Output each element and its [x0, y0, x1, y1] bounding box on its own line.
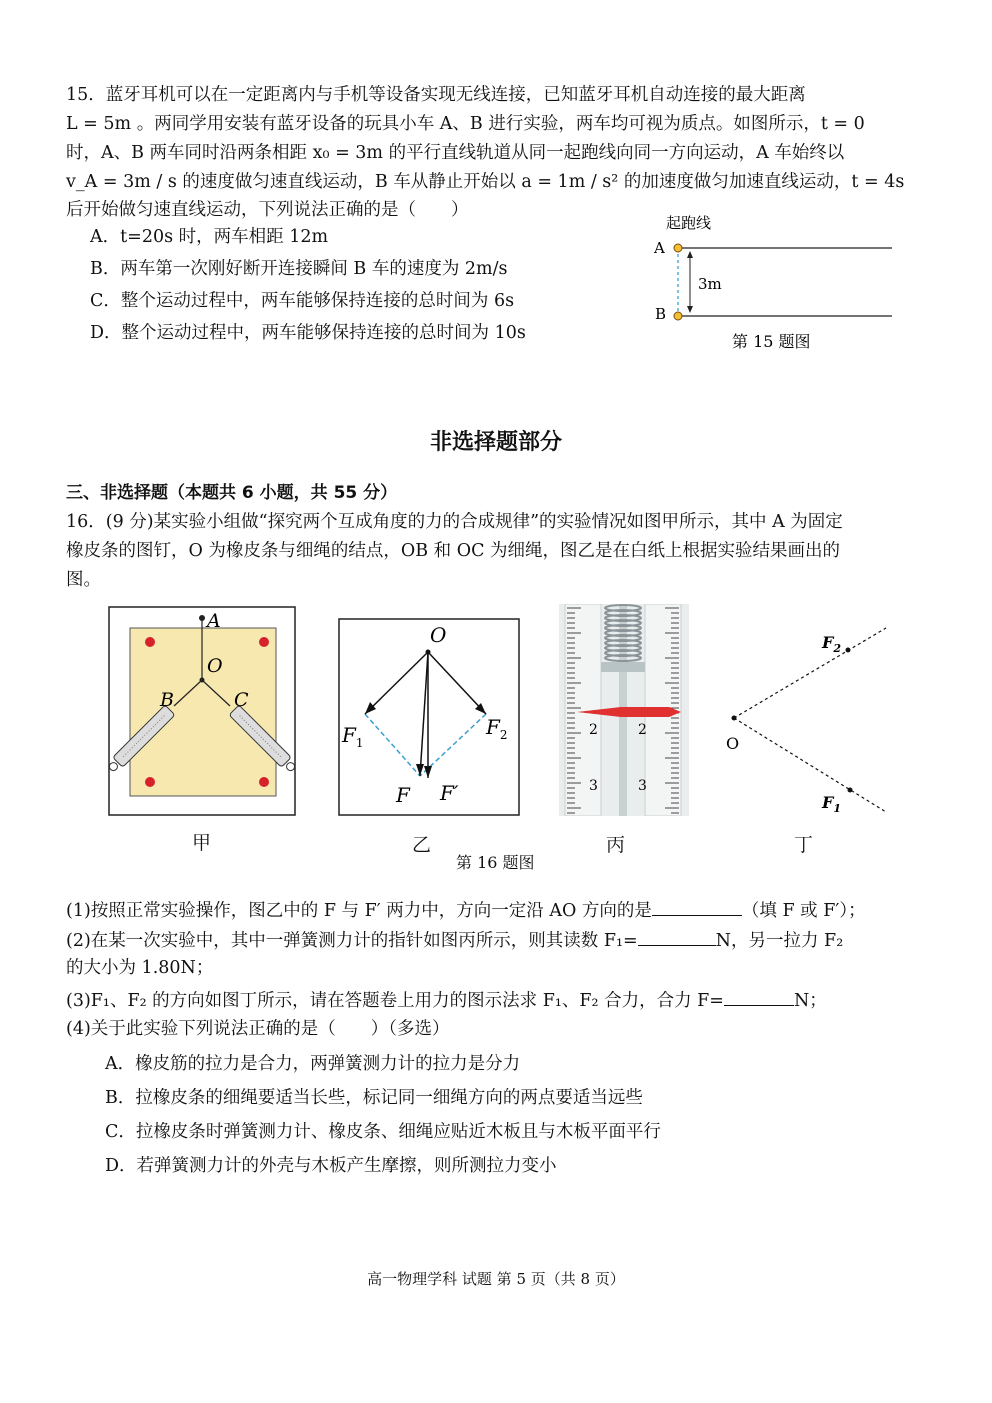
q16-sub1-text: (1)按照正常实验操作，图乙中的 F 与 F′ 两力中，方向一定沿 AO 方向的是: [66, 901, 652, 921]
bing-spring-bracket: [601, 662, 645, 672]
bing-scale-3-right: 3: [638, 778, 647, 794]
q15-car-a: [674, 244, 682, 252]
q16-sub3-tail: N；: [793, 991, 827, 1011]
q16-figure-bing: [559, 604, 689, 816]
q16-sub2-tail: N，另一拉力 F₂: [715, 931, 844, 951]
q16-option-d: D．若弹簧测力计的外壳与木板产生摩擦，则所测拉力变小: [105, 1156, 557, 1176]
q16-sub2-text: (2)在某一次实验中，其中一弹簧测力计的指针如图丙所示，则其读数 F₁=: [66, 931, 638, 951]
q15-line-4: v_A = 3m / s 的速度做匀速直线运动，B 车从静止开始以 a = 1m / s² 的加速度做匀加速直线运动，t = 4s: [66, 172, 905, 192]
jia-pin-tr: [259, 637, 269, 647]
q16-option-b: B．拉橡皮条的细绳要适当长些，标记同一细绳方向的两点要适当远些: [105, 1088, 643, 1108]
q16-figure-jia: [108, 606, 298, 816]
q15-car-b: [674, 312, 682, 320]
jia-board: [130, 628, 276, 796]
jia-label-b: B: [160, 689, 174, 711]
q15-line-1: 15．蓝牙耳机可以在一定距离内与手机等设备实现无线连接，已知蓝牙耳机自动连接的最大距离: [66, 85, 806, 105]
q16-line-3: 图。: [66, 570, 101, 590]
q15-option-c: C．整个运动过程中，两车能够保持连接的总时间为 6s: [90, 291, 515, 311]
ding-label-f1: $F_1$: [822, 793, 842, 815]
bing-scale-2-left: 2: [589, 722, 598, 738]
q16-figure-yi: [338, 618, 522, 818]
fig-label-bing: 丙: [606, 834, 626, 856]
ding-point-o: [732, 716, 737, 721]
fig-label-ding: 丁: [794, 834, 814, 856]
ding-line-f1: [734, 718, 886, 812]
q15-distance-label: 3m: [698, 275, 722, 293]
yi-label-o: O: [430, 623, 447, 647]
q15-line-5: 后开始做匀速直线运动，下列说法正确的是（ ）: [66, 200, 469, 220]
q16-line-2: 橡皮条的图钉，O 为橡皮条与细绳的结点，OB 和 OC 为细绳，图乙是在白纸上根据实验结果画出的: [66, 541, 841, 561]
q15-figure: [640, 206, 910, 356]
jia-label-a: A: [207, 610, 221, 632]
q16-line-1: 16．(9 分)某实验小组做“探究两个互成角度的力的合成规律”的实验情况如图甲所示，其中 A 为固定: [66, 512, 843, 532]
ding-label-o: O: [726, 734, 740, 753]
yi-label-fp: F′: [440, 781, 459, 805]
section-heading: 三、非选择题（本题共 6 小题，共 55 分）: [66, 483, 398, 503]
yi-point-o: [426, 650, 431, 655]
q16-sub1-blank[interactable]: [652, 897, 742, 916]
q16-option-c: C．拉橡皮条时弹簧测力计、橡皮条、细绳应贴近木板且与木板平面平行: [105, 1122, 661, 1142]
yi-label-f1: $F_1$: [342, 723, 364, 750]
q15-line-2: L = 5m 。两同学用安装有蓝牙设备的玩具小车 A、B 进行实验，两车均可视为质点。如图所示，t = 0: [66, 114, 865, 134]
q16-sub3-text: (3)F₁、F₂ 的方向如图丁所示，请在答题卷上用力的图示法求 F₁、F₂ 合力，合力 F=: [66, 991, 724, 1011]
jia-pin-tl: [145, 637, 155, 647]
q16-figure-caption: 第 16 题图: [456, 853, 535, 872]
yi-label-f2: $F_2$: [486, 715, 508, 742]
jia-label-o: O: [207, 655, 223, 677]
q16-sub3: [66, 987, 827, 1012]
jia-pin-br: [259, 777, 269, 787]
ding-label-f2: $F_2$: [822, 633, 842, 655]
q15-caption: 第 15 题图: [732, 332, 811, 351]
yi-label-f: F: [396, 783, 410, 807]
jia-label-c: C: [234, 689, 249, 711]
q16-sub1-tail: （填 F 或 F′）；: [741, 901, 866, 921]
q16-sub2-cont: 的大小为 1.80N；: [66, 958, 214, 978]
q15-arrowhead-up: [687, 251, 693, 258]
ding-point-f2: [846, 648, 851, 653]
fig-label-yi: 乙: [412, 834, 432, 856]
jia-pin-bl: [145, 777, 155, 787]
q15-option-a: A．t=20s 时，两车相距 12m: [90, 227, 329, 247]
q15-option-d: D．整个运动过程中，两车能够保持连接的总时间为 10s: [90, 323, 526, 343]
q16-sub4: (4)关于此实验下列说法正确的是（ ）（多选）: [66, 1019, 450, 1039]
section-title: 非选择题部分: [429, 430, 562, 455]
q15-label-a: A: [654, 239, 665, 257]
fig-label-jia: 甲: [192, 832, 212, 854]
bing-scale-3-left: 3: [589, 778, 598, 794]
q16-sub2-blank[interactable]: [638, 927, 716, 946]
q15-option-b: B．两车第一次刚好断开连接瞬间 B 车的速度为 2m/s: [90, 259, 508, 279]
ding-line-f2: [734, 628, 886, 718]
q16-figure-ding: [718, 622, 898, 822]
jia-point-a: [199, 615, 205, 621]
q15-label-b: B: [655, 305, 667, 323]
page-footer: 高一物理学科 试题 第 5 页（共 8 页）: [367, 1270, 625, 1288]
q15-arrowhead-down: [687, 306, 693, 313]
q16-option-a: A．橡皮筋的拉力是合力，两弹簧测力计的拉力是分力: [105, 1054, 521, 1074]
q16-sub2: [66, 927, 843, 952]
q15-start-label: 起跑线: [666, 214, 712, 232]
ding-point-f1: [848, 788, 853, 793]
bing-scale-2-right: 2: [638, 722, 647, 738]
q16-sub3-blank[interactable]: [724, 987, 794, 1006]
q15-line-3: 时，A、B 两车同时沿两条相距 x₀ = 3m 的平行直线轨道从同一起跑线向同一方向运动，A 车始终以: [66, 143, 845, 163]
q16-sub1: [66, 897, 866, 922]
